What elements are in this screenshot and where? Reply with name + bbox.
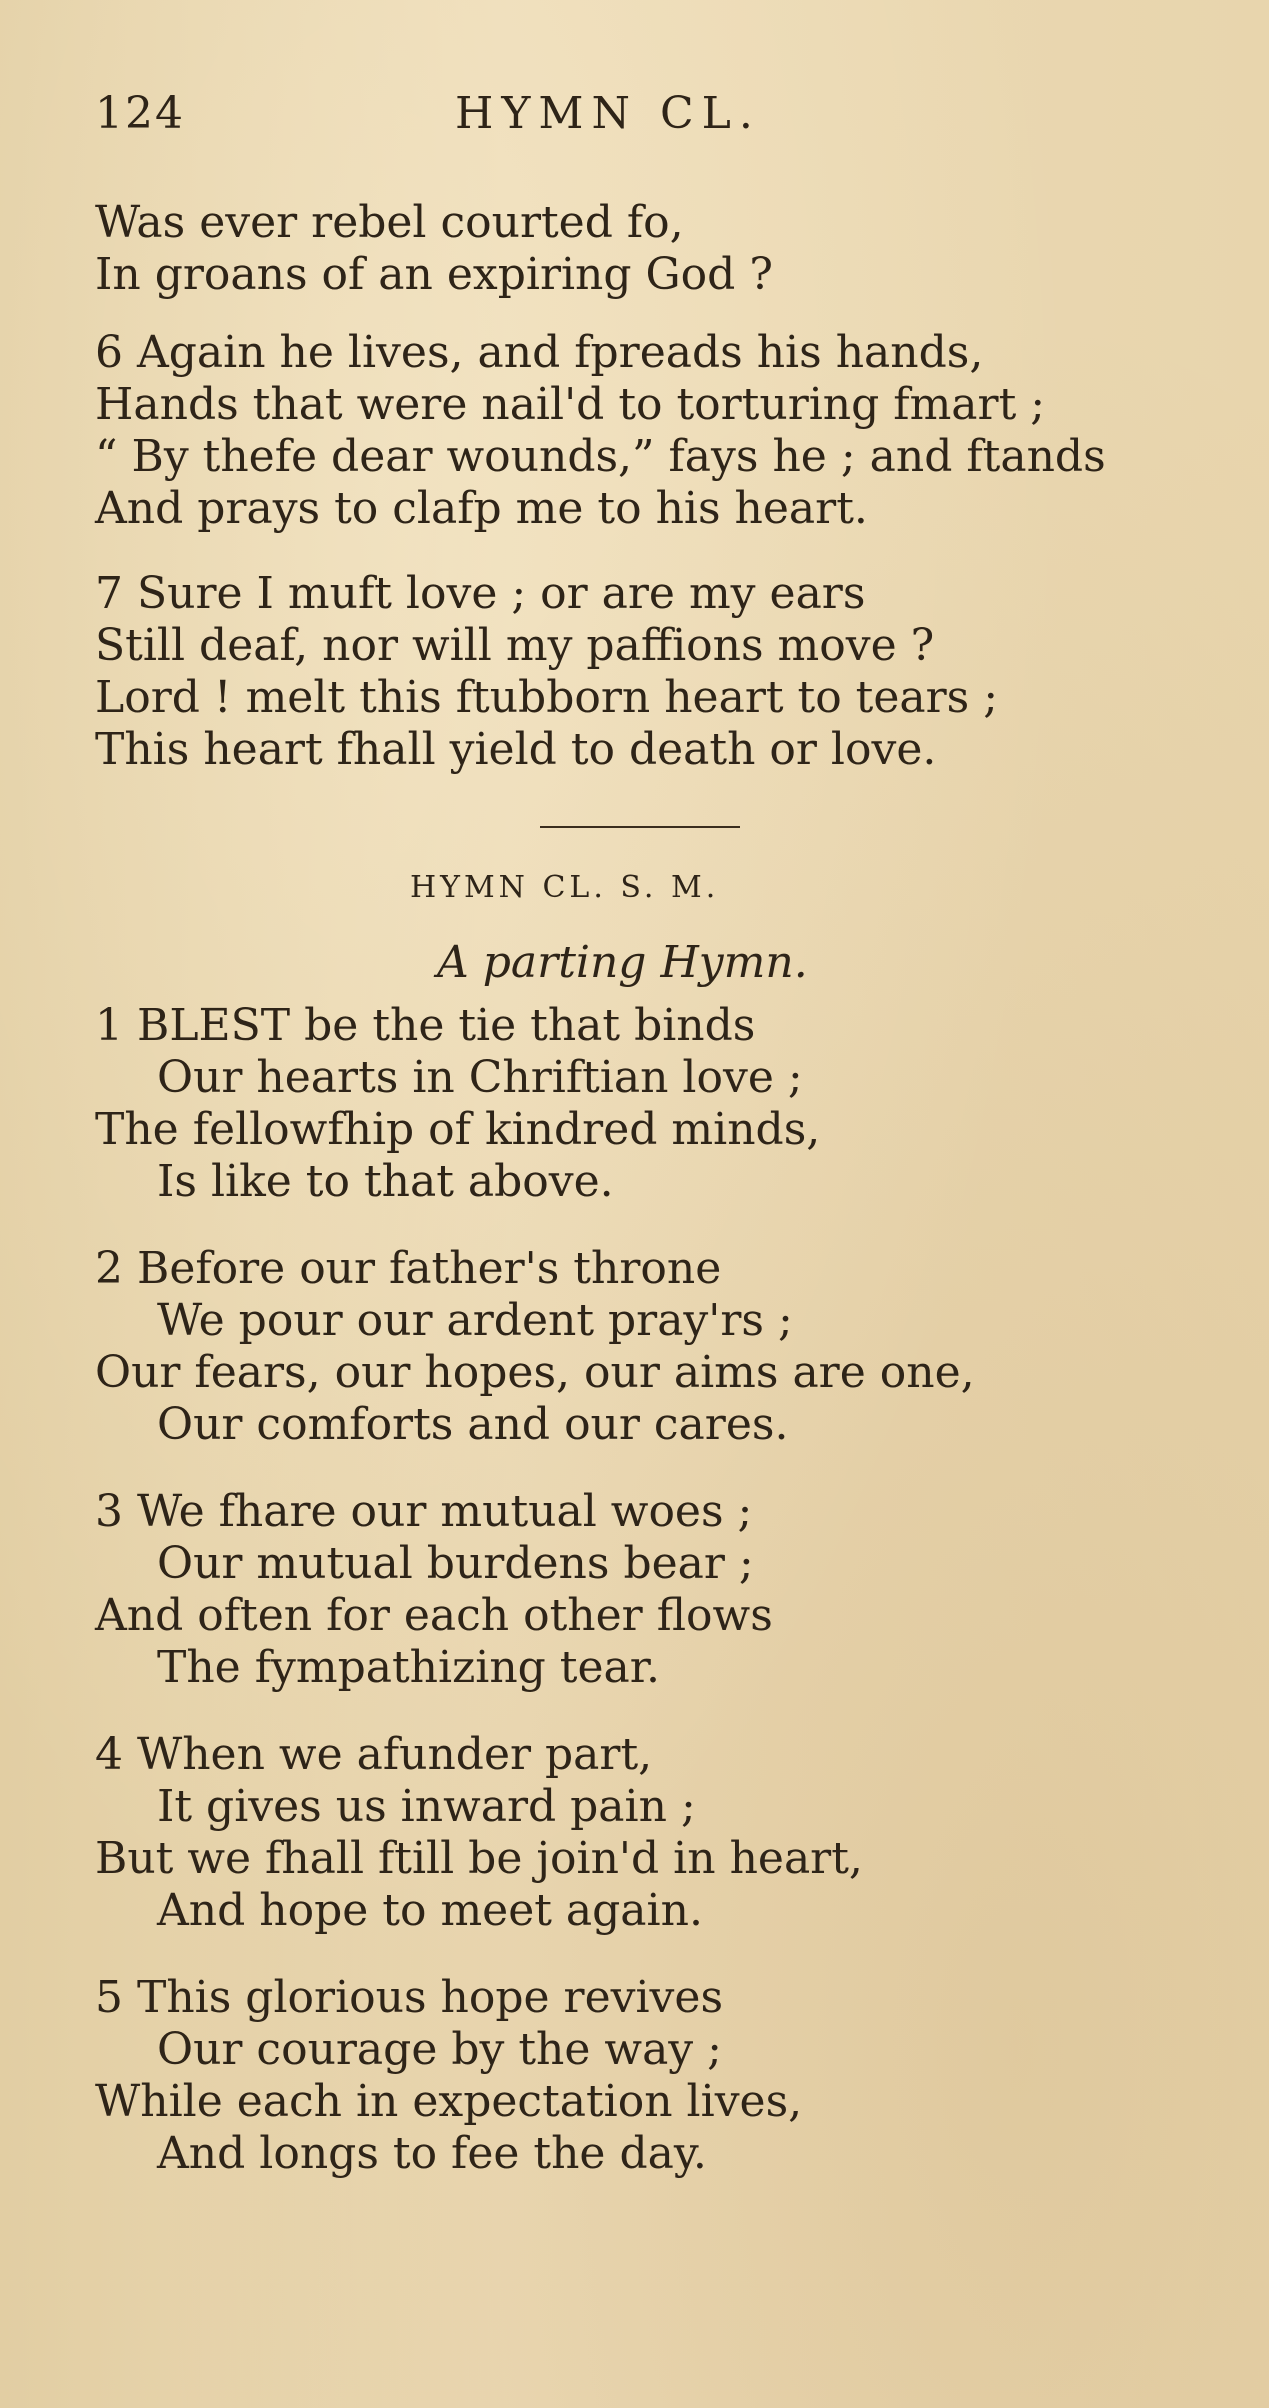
hymn-heading: HYMN CL. S. M. (410, 870, 720, 905)
verse-line: The fympathizing tear. (157, 1642, 660, 1693)
hymn-stanza-4 (95, 1729, 1195, 1937)
verse-line: In groans of an expiring God ? (95, 249, 773, 300)
page-number: 124 (95, 88, 185, 139)
hymn-subtitle: A parting Hymn. (437, 937, 808, 988)
verse-line: And prays to clafp me to his heart. (95, 483, 868, 534)
verse-line: Lord ! melt this ftubborn heart to tears ; (95, 672, 999, 723)
verse-line: 2 Before our father's throne (95, 1243, 722, 1294)
running-head (95, 88, 895, 148)
verse-line: The fellowfhip of kindred minds, (95, 1104, 821, 1155)
verse-line: But we fhall ftill be join'd in heart, (95, 1833, 863, 1884)
verse-line: 3 We fhare our mutual woes ; (95, 1486, 753, 1537)
verse-line: Hands that were nail'd to torturing fmart ; (95, 379, 1046, 430)
verse-line: Our courage by the way ; (157, 2024, 722, 2075)
section-divider (540, 826, 740, 828)
verse-line: It gives us inward pain ; (157, 1781, 696, 1832)
verse-line: 6 Again he lives, and fpreads his hands, (95, 327, 984, 378)
verse-line: Still deaf, nor will my paffions move ? (95, 620, 935, 671)
running-title: HYMN CL. (455, 88, 761, 139)
verse-line: And often for each other flows (95, 1590, 773, 1641)
prev-hymn-stanza-continuation (95, 197, 1195, 301)
verse-line: 1 BLEST be the tie that binds (95, 1000, 756, 1051)
prev-hymn-stanza-6 (95, 327, 1195, 535)
verse-line: 7 Sure I muft love ; or are my ears (95, 568, 866, 619)
verse-line: And longs to fee the day. (157, 2128, 707, 2179)
verse-line: 5 This glorious hope revives (95, 1972, 724, 2023)
verse-line: Is like to that above. (157, 1156, 614, 1207)
verse-line: While each in expectation lives, (95, 2076, 803, 2127)
verse-line: “ By thefe dear wounds,” fays he ; and ftands (95, 431, 1106, 482)
hymn-stanza-5 (95, 1972, 1195, 2180)
verse-line: This heart fhall yield to death or love. (95, 724, 937, 775)
verse-line: 4 When we afunder part, (95, 1729, 653, 1780)
verse-line: Our mutual burdens bear ; (157, 1538, 754, 1589)
verse-line: We pour our ardent pray'rs ; (157, 1295, 793, 1346)
prev-hymn-stanza-7 (95, 568, 1195, 776)
hymn-stanza-1 (95, 1000, 1195, 1208)
verse-line: Our hearts in Chriftian love ; (157, 1052, 803, 1103)
hymn-stanza-2 (95, 1243, 1195, 1451)
verse-line: Our fears, our hopes, our aims are one, (95, 1347, 975, 1398)
verse-line: Our comforts and our cares. (157, 1399, 789, 1450)
verse-line: Was ever rebel courted fo, (95, 197, 684, 248)
hymn-stanza-3 (95, 1486, 1195, 1694)
verse-line: And hope to meet again. (157, 1885, 703, 1936)
